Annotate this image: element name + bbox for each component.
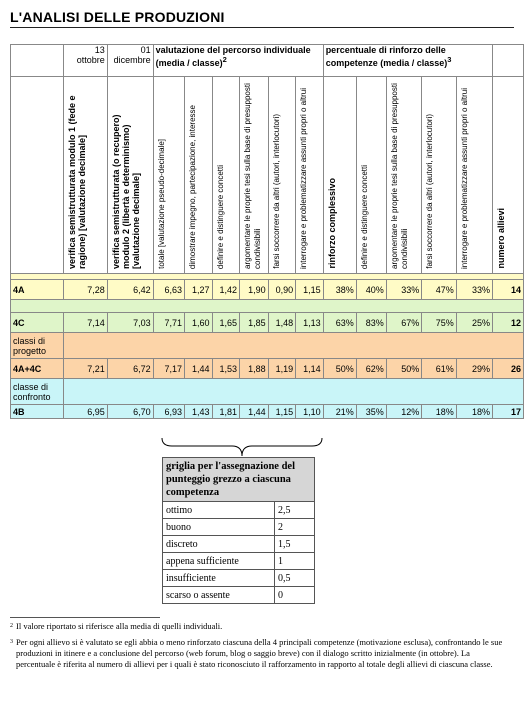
table-row: 4A+4C 7,21 6,72 7,17 1,44 1,53 1,88 1,19 1,14 50% 62% 50% 61% 29% 26 [11, 359, 524, 379]
col-header: dimostrare impegno, partecipazione, interesse [185, 77, 213, 274]
date-col1: 13 ottobre [63, 45, 107, 77]
table-row: 4A 7,28 6,42 6,63 1,27 1,42 1,90 0,90 1,15 38% 40% 33% 47% 33% 14 [11, 280, 524, 300]
col-header: numero allievi [492, 77, 523, 274]
col-header: interrogare e problematizzare assunti propri o altrui [296, 77, 324, 274]
blank-header [492, 45, 523, 77]
page-title: L'ANALISI DELLE PRODUZIONI [10, 9, 225, 25]
val-group-header: valutazione del percorso individuale (media / classe)$^2$ [153, 45, 323, 77]
col-header: definire e distinguere concetti [212, 77, 240, 274]
col-header: farsi soccorrere da altri (autori, interlocutori) [422, 77, 457, 274]
col-header: verifica semistrutturata modulo 1 (fede e ragione) [valutazione decimale] [63, 77, 107, 274]
footnote-2: $^2$ Il valore riportato si riferisce alla media di quelli individuali. [10, 621, 223, 631]
results-table [10, 44, 524, 419]
col-header: totale [valutazione pseudo-decimale] [153, 77, 184, 274]
confronto-label: classe di confronto [11, 379, 64, 405]
griglia-title: griglia per l'assegnazione del punteggio grezzo a ciascuna competenza [163, 458, 315, 502]
rinf-group-header: percentuale di rinforzo delle competenze (media / classe)$^3$ [323, 45, 492, 77]
corner-cell [11, 45, 64, 77]
progetto-label: classi di progetto [11, 333, 64, 359]
footnote-3: $^3$ Per ogni allievo si è valutato se egli abbia o meno rinforzato ciascuna della 4 principali competenze (motivazione esclusa), confrontando le sue produzioni in itinere e a conclusione del percorso (web forum, blog o saggio breve) con il dialogo scritto inizialmente (in ottobre). La percentuale è riferita al numero di allievi per i quali è stato riconosciuto il rafforzamento in rapporto al totale degli allievi di ciascuna classe. [10, 637, 503, 669]
table-row: 4C 7,14 7,03 7,71 1,60 1,65 1,85 1,48 1,13 63% 83% 67% 75% 25% 12 [11, 313, 524, 333]
footnote-rule [10, 617, 160, 618]
col-header: definire e distinguere concetti [356, 77, 386, 274]
date-col2: 01 dicembre [107, 45, 153, 77]
col-header: interrogare e problematizzare assunti propri o altrui [456, 77, 492, 274]
col-header: argomentare le proprie tesi sulla base di presupposti condivisibili [386, 77, 422, 274]
col-header: argomentare le proprie tesi sulla base di presupposti condivisibili [240, 77, 269, 274]
col-header: verifica semistrutturata (o recupero) modulo 2 (libertà e determinismo) [valutazione decimale] [107, 77, 153, 274]
table-row: 4B 6,95 6,70 6,93 1,43 1,81 1,44 1,15 1,10 21% 35% 12% 18% 18% 17 [11, 405, 524, 419]
brace-shape [160, 436, 324, 458]
corner-cell-2 [11, 77, 64, 274]
col-header: rinforzo complessivo [323, 77, 356, 274]
griglia-table: griglia per l'assegnazione del punteggio grezzo a ciascuna competenza ottimo 2,5 buono 2 discreto 1,5 appena sufficiente 1 insufficiente 0,5 scarso o assente 0 [162, 457, 315, 604]
title-rule [10, 27, 514, 28]
col-header: farsi soccorrere da altri (autori, interlocutori) [268, 77, 296, 274]
